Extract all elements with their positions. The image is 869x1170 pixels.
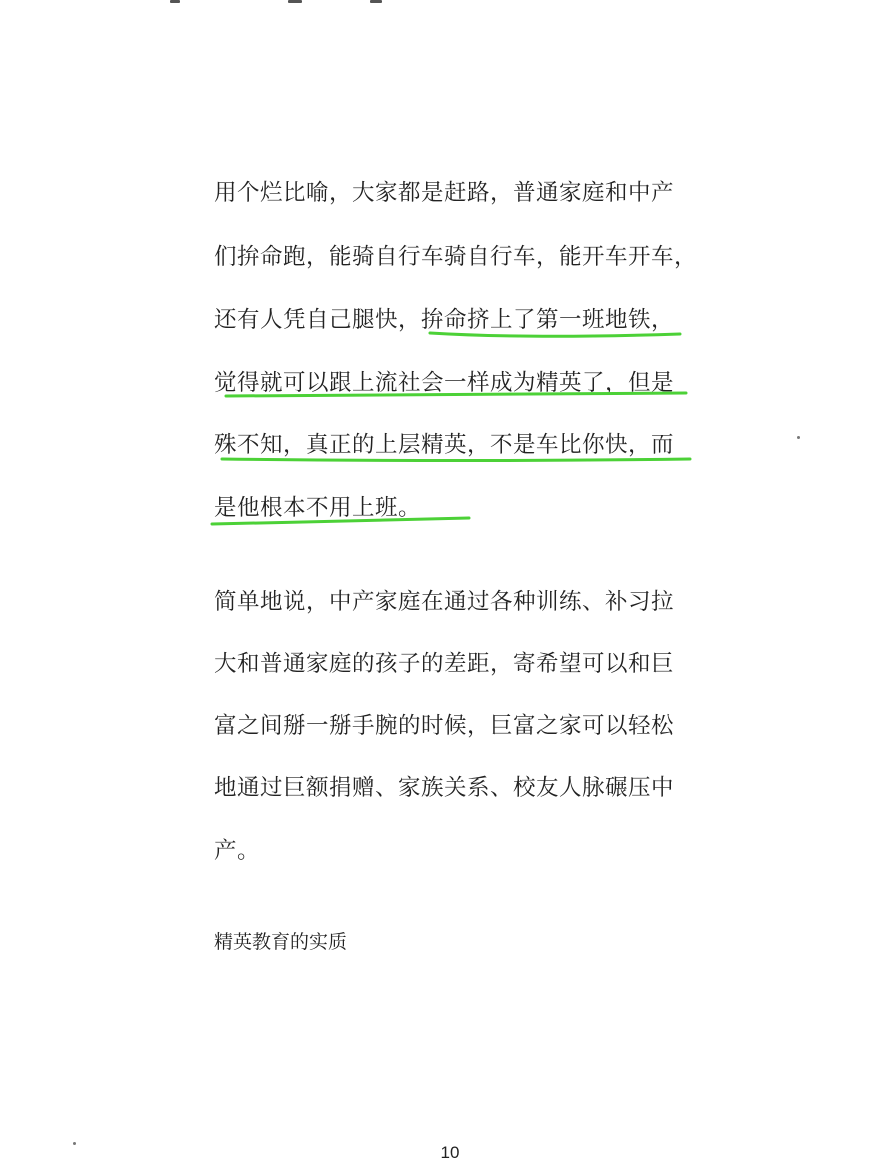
paragraph-line: 殊不知，真正的上层精英，不是车比你快，而 — [214, 432, 675, 458]
paragraph-line: 是他根本不用上班。 — [214, 495, 422, 521]
section-heading: 精英教育的实质 — [214, 931, 348, 953]
scan-artifact — [170, 0, 410, 6]
paragraph-line: 简单地说，中产家庭在通过各种训练、补习拉 — [214, 589, 675, 615]
scan-speck — [797, 436, 800, 439]
paragraph-line: 富之间掰一掰手腕的时候，巨富之家可以轻松 — [214, 713, 675, 739]
paragraph-line: 还有人凭自己腿快，拚命挤上了第一班地铁， — [214, 307, 675, 333]
paragraph-line: 用个烂比喻，大家都是赶路，普通家庭和中产 — [214, 180, 675, 206]
paragraph-line: 地通过巨额捐赠、家族关系、校友人脉碾压中 — [214, 775, 675, 801]
page-number: 10 — [440, 1143, 460, 1162]
paragraph-line: 大和普通家庭的孩子的差距，寄希望可以和巨 — [214, 651, 675, 677]
paragraph-line: 觉得就可以跟上流社会一样成为精英了，但是 — [214, 370, 675, 396]
paragraph-line: 们拚命跑，能骑自行车骑自行车，能开车开车， — [214, 244, 698, 270]
paragraph-line: 产。 — [214, 838, 261, 864]
